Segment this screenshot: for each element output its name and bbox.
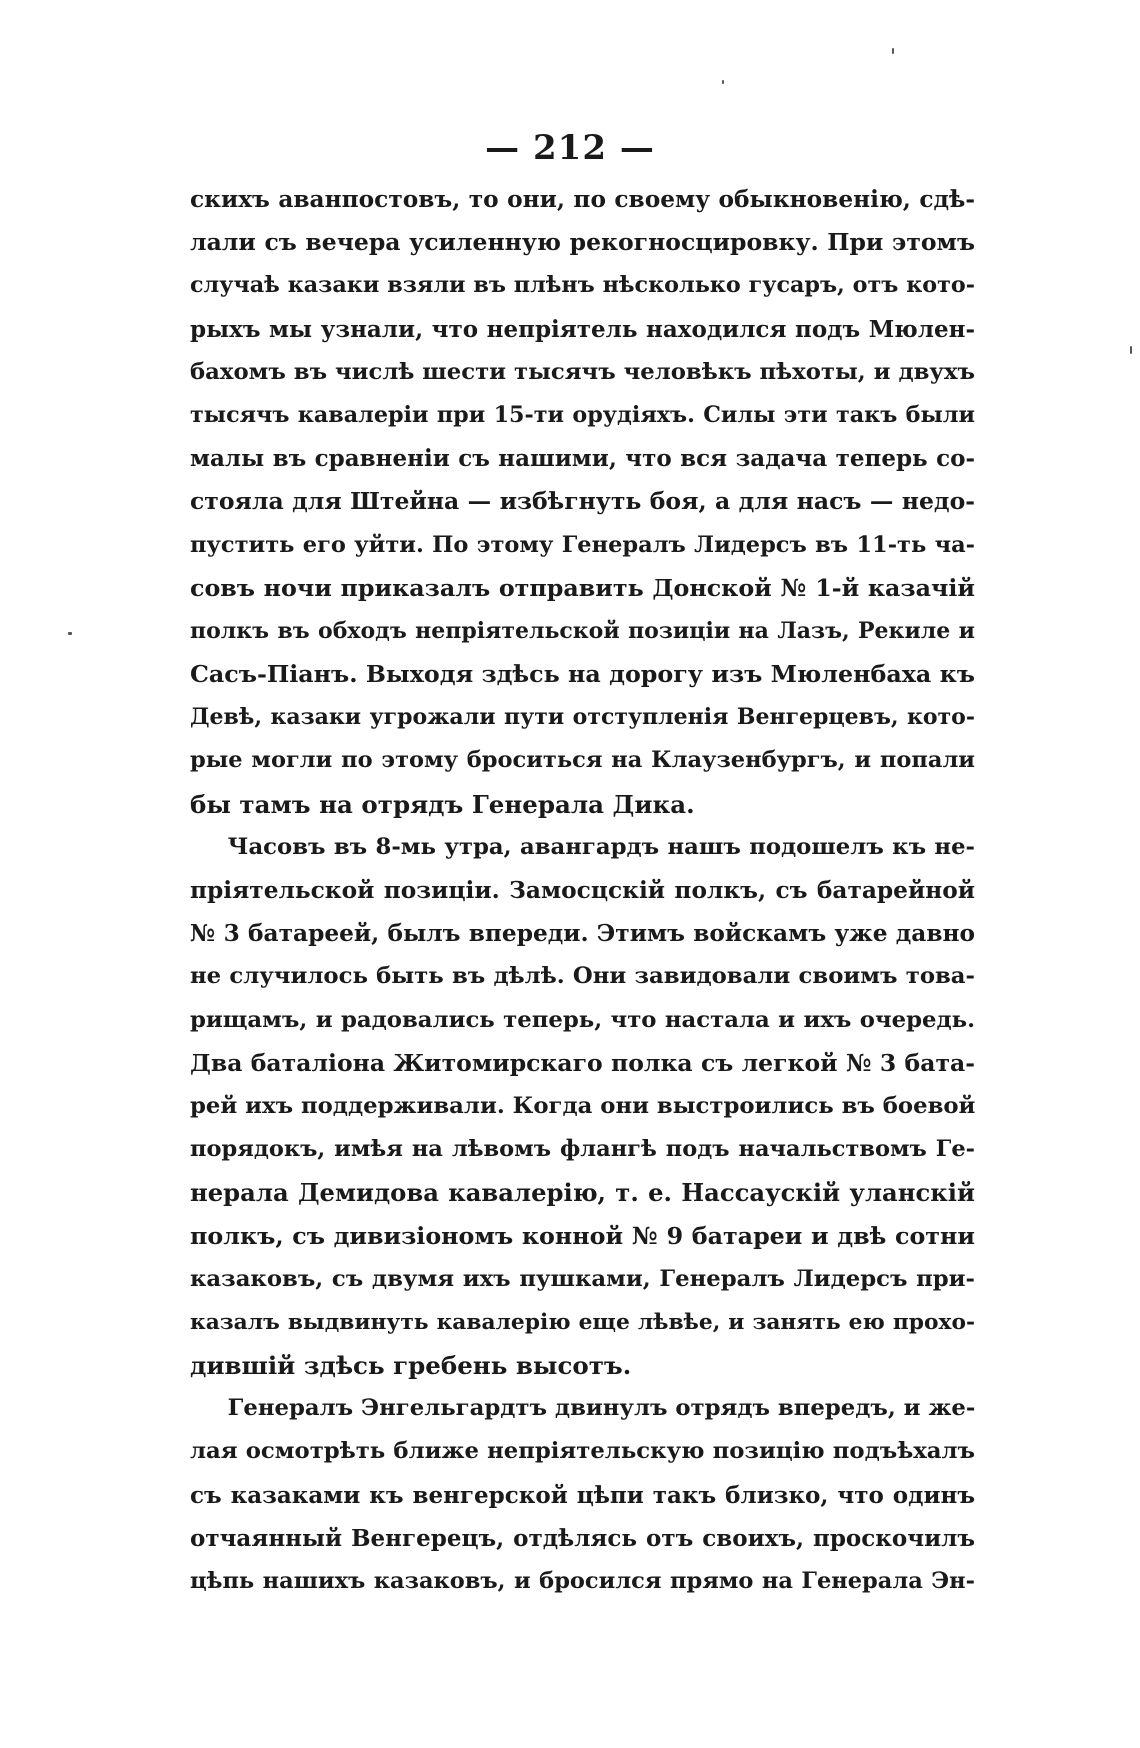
text-line: совъ ночи приказалъ отправить Донской № 1-й казачій bbox=[190, 573, 975, 602]
text-line: казалъ выдвинуть кавалерію еще лѣвѣе, и занять ею прохо- bbox=[190, 1309, 975, 1335]
text-line: Два баталіона Житомирскаго полка съ легкой № 3 бата- bbox=[190, 1048, 975, 1077]
scan-speck bbox=[68, 632, 72, 635]
text-line: случаѣ казаки взяли въ плѣнъ нѣсколько гусаръ, отъ кото- bbox=[190, 272, 975, 299]
text-line: рей ихъ поддерживали. Когда они выстроились въ боевой bbox=[190, 1092, 976, 1119]
text-line: порядокъ, имѣя на лѣвомъ флангѣ подъ начальствомъ Ге- bbox=[190, 1136, 975, 1163]
scan-speck bbox=[892, 48, 894, 54]
text-line: полкъ въ обходъ непріятельской позиціи на Лазъ, Рекиле и bbox=[190, 617, 975, 644]
text-line: тысячъ кавалеріи при 15-ти орудіяхъ. Силы эти такъ были bbox=[190, 401, 975, 428]
text-line: съ казаками къ венгерской цѣпи такъ близко, что одинъ bbox=[190, 1481, 975, 1509]
text-line: рые могли по этому броситься на Клаузенбургъ, и попали bbox=[190, 747, 975, 774]
text-line: скихъ аванпостовъ, то они, по своему обыкновенію, сдѣ- bbox=[190, 186, 975, 213]
text-line: лая осмотрѣть ближе непріятельскую позицію подъѣхалъ bbox=[190, 1438, 975, 1465]
text-line: не случилось быть въ дѣлѣ. Они завидовали своимъ това- bbox=[190, 963, 975, 990]
scan-speck bbox=[722, 80, 724, 84]
text-line: рыхъ мы узнали, что непріятель находился подъ Мюлен- bbox=[190, 315, 975, 343]
text-line: малы въ сравненіи съ нашими, что вся задача теперь со- bbox=[190, 445, 975, 473]
text-line: Сасъ-Піанъ. Выходя здѣсь на дорогу изъ Мюленбаха къ bbox=[190, 660, 975, 689]
text-line: нерала Демидова кавалерію, т. е. Нассаускій уланскій bbox=[190, 1178, 975, 1208]
text-line: бахомъ въ числѣ шести тысячъ человѣкъ пѣхоты, и двухъ bbox=[190, 358, 975, 385]
text-line: Девѣ, казаки угрожали пути отступленія Венгерцевъ, кото- bbox=[190, 704, 975, 731]
text-line: бы тамъ на отрядъ Генерала Дика. bbox=[190, 789, 695, 819]
text-line: дившій здѣсь гребень высотъ. bbox=[190, 1351, 632, 1381]
page-number: — 212 — bbox=[485, 128, 655, 168]
paragraph-1 bbox=[190, 178, 975, 826]
text-line: отчаянный Венгерецъ, отдѣлясь отъ своихъ, проскочилъ bbox=[190, 1524, 975, 1552]
text-line: стояла для Штейна — избѣгнуть боя, а для насъ — недо- bbox=[190, 487, 975, 516]
paragraph-3 bbox=[190, 1387, 975, 1603]
text-line: полкъ, съ дивизіономъ конной № 9 батареи и двѣ сотни bbox=[190, 1221, 975, 1250]
text-line: № 3 батареей, былъ впереди. Этимъ войскамъ уже давно bbox=[190, 920, 975, 948]
text-line: пріятельской позиціи. Замосцскій полкъ, съ батарейной bbox=[190, 877, 975, 904]
text-line: лали съ вечера усиленную рекогносцировку. При этомъ bbox=[190, 228, 975, 257]
text-line: казаковъ, съ двумя ихъ пушками, Генералъ Лидерсъ при- bbox=[190, 1265, 975, 1292]
text-line: пустить его уйти. По этому Генералъ Лидерсъ въ 11-ть ча- bbox=[190, 531, 975, 558]
scan-speck bbox=[1130, 346, 1132, 354]
paragraph-2 bbox=[190, 826, 975, 1387]
text-line: Генералъ Энгельгардтъ двинулъ отрядъ впередъ, и же- bbox=[227, 1395, 976, 1422]
text-line: Часовъ въ 8-мь утра, авангардъ нашъ подошелъ къ не- bbox=[227, 833, 975, 860]
text-line: цѣпь нашихъ казаковъ, и бросился прямо на Генерала Эн- bbox=[190, 1568, 975, 1594]
body-text bbox=[190, 178, 975, 1603]
text-line: рищамъ, и радовались теперь, что настала и ихъ очередь. bbox=[190, 1006, 975, 1033]
